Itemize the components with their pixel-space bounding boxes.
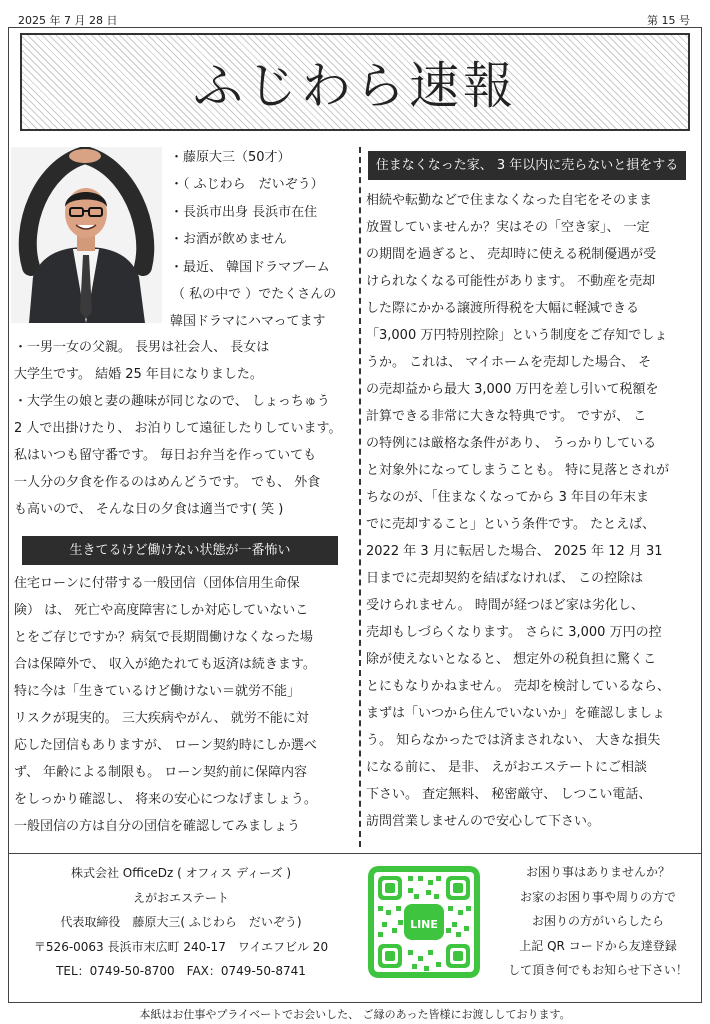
profile-line: ・最近、 韓国ドラマブーム xyxy=(170,259,330,275)
qr-label: LINE xyxy=(410,918,438,931)
text-line: でに売却すること」という条件です。 たとえば、 xyxy=(366,517,656,532)
company-line: 株式会社 OfficeDz ( オフィス ディーズ ) xyxy=(70,866,292,880)
text-line: 険） は、 死亡や高度障害にしか対応していないこ xyxy=(14,603,309,618)
profile-line: 韓国ドラマにハマってます xyxy=(170,314,326,330)
text-line: 訪問営業しませんので安心して下さい。 xyxy=(366,814,601,829)
text-line: 特に今は「生きているけど働けない＝就労不能」 xyxy=(14,684,301,699)
text-line: と対象外になってしまうことも。 特に見落とされが xyxy=(366,463,670,478)
text-line: 日までに売却契約を結ばなければ、 この控除は xyxy=(366,571,644,586)
text-line: 放置していませんか？実はその「空き家」、 一定 xyxy=(366,220,650,235)
company-line: 代表取締役 藤原大三( ふじわら だいぞう) xyxy=(60,915,302,929)
text-line: の特例には厳格な条件があり、 うっかりしている xyxy=(366,436,657,451)
text-line: とをご存じですか？病気で長期間働けなくなった場 xyxy=(14,630,314,645)
profile-line: ・長浜市出身 長浜市在住 xyxy=(170,204,318,220)
text-line: の売却益から最大 3,000 万円を差し引いて税額を xyxy=(366,382,659,397)
text-line: 受けられません。 時間が経つほど家は劣化し、 xyxy=(366,598,644,613)
left-article-body xyxy=(14,570,359,840)
profile-line: ・藤原大三（50才） xyxy=(170,150,291,165)
text-line: う。 知らなかったでは済まされない、 大きな損失 xyxy=(366,733,661,748)
company-info xyxy=(16,861,346,984)
qr-code-icon xyxy=(368,866,480,978)
text-line: ず、 年齢による制限も。 ローン契約前に保障内容 xyxy=(14,765,307,780)
text-line: の期間を過ぎると、 売却時に使える税制優遇が受 xyxy=(366,247,657,262)
left-article-heading: 生きてるけど働けない状態が一番怖い xyxy=(22,536,338,565)
right-article-body xyxy=(366,187,696,835)
company-line: 〒526-0063 長浜市末広町 240-17 ワイエフビル 20 xyxy=(33,939,329,954)
help-line: 上記 QR コードから友達登録 xyxy=(519,938,677,953)
text-line: 計算できる非常に大きな特典です。 ですが、 こ xyxy=(366,409,647,424)
text-line: ・一男一女の父親。 長男は社会人、 長女は xyxy=(14,340,270,355)
text-line: 住宅ローンに付帯する一般団信（団体信用生命保 xyxy=(14,576,300,591)
footer-separator xyxy=(8,853,702,854)
text-line: 一人分の夕食を作るのはめんどうです。 でも、 外食 xyxy=(14,475,321,490)
text-line: まずは「いつから住んでいないか」を確認しましょ xyxy=(366,706,666,721)
text-line: 除が使えないとなると、 想定外の税負担に驚くこ xyxy=(366,652,657,667)
text-line: をしっかり確認し、 将来の安心につなげましょう。 xyxy=(14,792,317,807)
text-line: 大学生です。 結婚 25 年目になりました。 xyxy=(14,367,263,382)
issue-number: 第 15 号 xyxy=(647,14,690,27)
text-line: 応した団信もありますが、 ローン契約時にしか選べ xyxy=(14,738,317,753)
masthead xyxy=(20,33,690,131)
text-line: 下さい。 査定無料、 秘密厳守、 しつこい電話、 xyxy=(366,787,652,802)
company-line: えがおエステート xyxy=(133,890,229,905)
help-line: お困り事はありませんか？ xyxy=(525,865,670,879)
text-line: リスクが現実的。 三大疾病やがん、 就労不能に対 xyxy=(14,711,309,726)
contact-message xyxy=(490,860,706,983)
profile-line: ・お酒が飲めません xyxy=(170,232,288,248)
text-line: になる前に、 是非、 えがおエステートにご相談 xyxy=(366,760,648,775)
newsletter-title: ふじわら速報 xyxy=(193,57,517,115)
text-line: 売却もしづらくなります。 さらに 3,000 万円の控 xyxy=(366,625,662,640)
text-line: けられなくなる可能性があります。 不動産を売却 xyxy=(366,274,656,289)
author-photo-illustration xyxy=(11,147,162,323)
help-line: して頂き何でもお知らせ下さい！ xyxy=(508,963,688,978)
text-line: した際にかかる譲渡所得税を大幅に軽減できる xyxy=(366,301,640,316)
text-line: とにもなりかねません。 売却を検討しているなら、 xyxy=(366,679,670,694)
text-line: ちなのが、「住まなくなってから 3 年目の年末ま xyxy=(366,490,650,505)
right-article-heading: 住まなくなった家、 3 年以内に売らないと損をする xyxy=(368,151,686,180)
text-line: 「3,000 万円特別控除」という制度をご存知でしょ xyxy=(366,328,668,343)
text-line: 私はいつも留守番です。 毎日お弁当を作っていても xyxy=(14,448,317,463)
text-line: うか。 これは、 マイホームを売却した場合、 そ xyxy=(366,355,652,370)
family-paragraph xyxy=(14,334,359,523)
profile-line: （ 私の中で ）でたくさんの xyxy=(172,287,337,303)
line-qr-code[interactable] xyxy=(368,866,480,978)
text-line: 相続や転勤などで住まなくなった自宅をそのまま xyxy=(366,193,653,208)
help-line: お家のお困り事や周りの方で xyxy=(519,889,676,904)
text-line: 一般団信の方は自分の団信を確認してみましょう xyxy=(14,819,301,834)
column-divider xyxy=(359,147,361,847)
issue-date: 2025 年 7 月 28 日 xyxy=(18,14,118,27)
company-line: TEL：0749-50-8700 FAX：0749-50-8741 xyxy=(56,964,306,978)
profile-line: ・（ ふじわら だいぞう） xyxy=(170,177,324,193)
text-line: 2 人で出掛けたり、 お泊りして遠征したりしています。 xyxy=(14,421,342,436)
help-line: お困りの方がいらしたら xyxy=(531,914,664,929)
footer-note: 本紙はお仕事やプライベートでお会いした、 ご縁のあった皆様にお渡ししております。 xyxy=(139,1008,571,1021)
text-line: 合は保障外で、 収入が絶たれても返済は続きます。 xyxy=(14,657,316,672)
text-line: も高いので、 そんな日の夕食は適当です( 笑 ) xyxy=(14,502,284,517)
text-line: ・大学生の娘と妻の趣味が同じなので、 しょっちゅう xyxy=(14,394,330,409)
author-photo xyxy=(11,147,162,323)
text-line: 2022 年 3 月に転居した場合、 2025 年 12 月 31 xyxy=(366,544,663,559)
profile-list xyxy=(170,144,355,336)
